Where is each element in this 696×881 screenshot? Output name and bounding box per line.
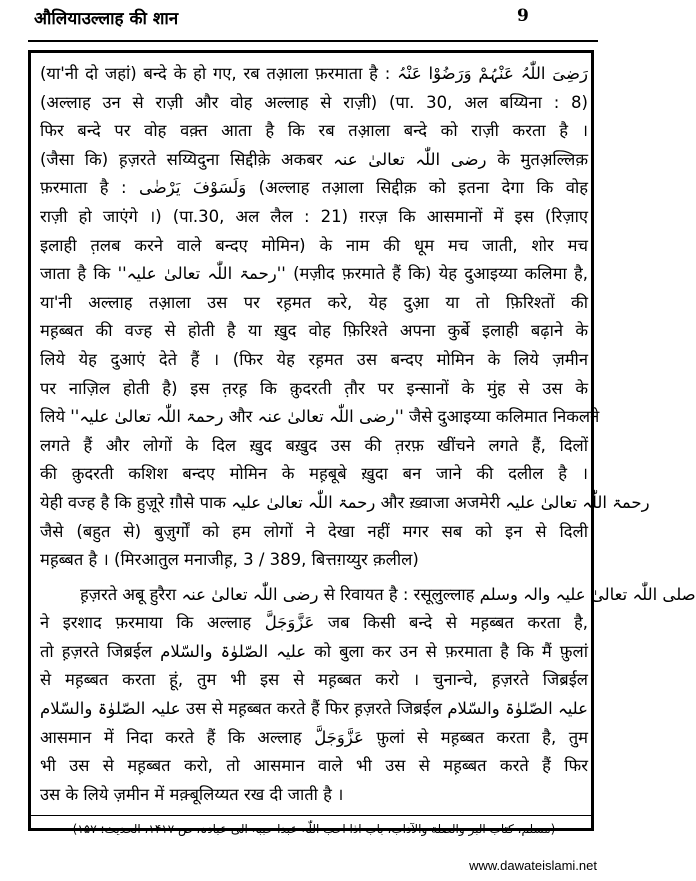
body-text	[40, 60, 696, 809]
text-line: मह़ब्बत की वज्ह से होती है या ख़ुद वोह फ़िरिश्ते अपना कुर्बे इलाही बढ़ाने के	[40, 321, 588, 341]
header-rule	[28, 40, 598, 42]
text-line: फ़रमाता है : وَلَسَوْفَ یَرْضٰی (अल्लाह तआ़ला सिद्दीक़ को इतना देगा कि वोह	[40, 178, 588, 198]
citation-divider	[31, 815, 591, 816]
paragraph-1	[40, 60, 650, 575]
text-line: ने इरशाद फ़रमाया कि अल्लाह عَزَّوَجَلَّ जब किसी बन्दे से मह़ब्बत करता है,	[40, 613, 589, 633]
text-line: लगते हैं और लोगों के दिल ख़ुद बख़ुद उस की त़रफ़ खींचने लगते हैं, दिलों	[40, 435, 588, 455]
running-header-title: औलियाउल्लाह की शान	[34, 9, 179, 29]
text-line: राज़ी हो जाएंगे ।) (पा.30, अल लैल : 21) ग़रज़ कि आसमानों में इस (रिज़ाए	[40, 206, 588, 226]
text-line: ह़ज़रते अबू हुरैरा رضی اللّٰہ تعالیٰ عنہ से रिवायत है : रसूलुल्लाह صلی اللّٰہ تعالیٰ علیہ والہ وسلم	[80, 584, 696, 604]
footer-website-url: www.dawateislami.net	[469, 858, 597, 873]
source-citation: (مسلم، کتاب البر والصلة والآداب، باب اذا احب اللّٰہ عبدا حببہ الی عبادہ، ص ۱۴۱۷، الحدیث: ۱۵۷)	[72, 822, 556, 836]
text-line: की क़ुदरती कशिश बन्दए मोमिन के मह़बूबे ख़ुदा बन जाने की दलील है ।	[40, 464, 588, 484]
text-line: लिये येह दुआएं देते हैं । (फिर येह रह़मत उस बन्दए मोमिन के लिये ज़मीन	[40, 349, 588, 369]
text-line: (अल्लाह उन से राज़ी और वोह अल्लाह से राज़ी) (पा. 30, अल बय्यिना : 8)	[40, 92, 588, 112]
text-line: से मह़ब्बत करता हूं, तुम भी इस से मह़ब्बत करो । चुनान्चे, ह़ज़रते जिब्रईल	[40, 670, 588, 690]
text-line: जैसे (बहुत से) बुज़ुर्गों को हम लोगों ने देखा नहीं मगर सब को इन से दिली	[40, 521, 588, 541]
text-line: या'नी अल्लाह तआ़ला उस पर रह़मत करे, येह दुआ़ या तो फ़िरिश्तों की	[40, 292, 588, 312]
text-line: भी उस से मह़ब्बत करो, तो आसमान वाले भी उस से मह़ब्बत करते हैं फिर	[40, 756, 588, 776]
text-line: علیہ الصّلوٰۃ والسّلام उस से मह़ब्बत करते हैं फिर ह़ज़रते जिब्रईल علیہ الصّلوٰۃ والسّلام	[40, 699, 588, 719]
text-line: जाता है कि ''رحمۃ اللّٰہ تعالیٰ علیہ'' (मज़ीद फ़रमाते हैं कि) येह दुआइय्या कलिमा है,	[40, 264, 588, 284]
paragraph-2	[40, 581, 696, 810]
text-line: तो ह़ज़रते जिब्रईल علیہ الصّلوٰۃ والسّلام को बुला कर उन से फ़रमाता है कि मैं फ़ुलां	[40, 641, 588, 661]
text-line: (या'नी दो जहां) बन्दे के हो गए, रब तआ़ला फ़रमाता है : رَضِیَ اللّٰہُ عَنْہُمْ وَرَضُوْا عَنْہُ	[40, 64, 589, 83]
page-number: 9	[517, 6, 529, 26]
text-line: मह़ब्बत है । (मिरआतुल मनाजीह़, 3 / 389, बित्तग़य्युर क़लील)	[40, 550, 419, 570]
text-line: येही वज्ह है कि हुज़ूरे ग़ौसे पाक رحمۃ اللّٰہ تعالیٰ علیہ और ख़्वाजा अजमेरी رحمۃ اللّٰہ تعالیٰ علیہ	[40, 492, 650, 512]
text-line: इलाही त़लब करने वाले बन्दए मोमिन) के नाम की धूम मच जाती, शोर मच	[40, 235, 588, 255]
text-line: पर नाज़िल होती है) इस त़रह़ कि क़ुदरती त़ौर पर इन्सानों के मुंह से उस के	[40, 378, 588, 398]
text-line: लिये ''رحمۃ اللّٰہ تعالیٰ علیہ और رضی اللّٰہ تعالیٰ عنہ'' जैसे दुआइय्या कलिमात निकलने	[40, 407, 600, 427]
text-line: (जैसा कि) ह़ज़रते सय्यिदुना सिद्दीक़े अकबर رضی اللّٰہ تعالیٰ عنہ के मुतअ़ल्लिक़	[40, 149, 588, 169]
text-line: आसमान में निदा करते हैं कि अल्लाह عَزَّوَجَلَّ फ़ुलां से मह़ब्बत करता है, तुम	[40, 727, 588, 747]
text-line: उस के लिये ज़मीन में मक़्बूलिय्यत रख दी जाती है ।	[40, 784, 344, 804]
text-line: फिर बन्दे पर वोह वक़्त आता है कि रब तआ़ला बन्दे को राज़ी करता है ।	[40, 121, 588, 141]
